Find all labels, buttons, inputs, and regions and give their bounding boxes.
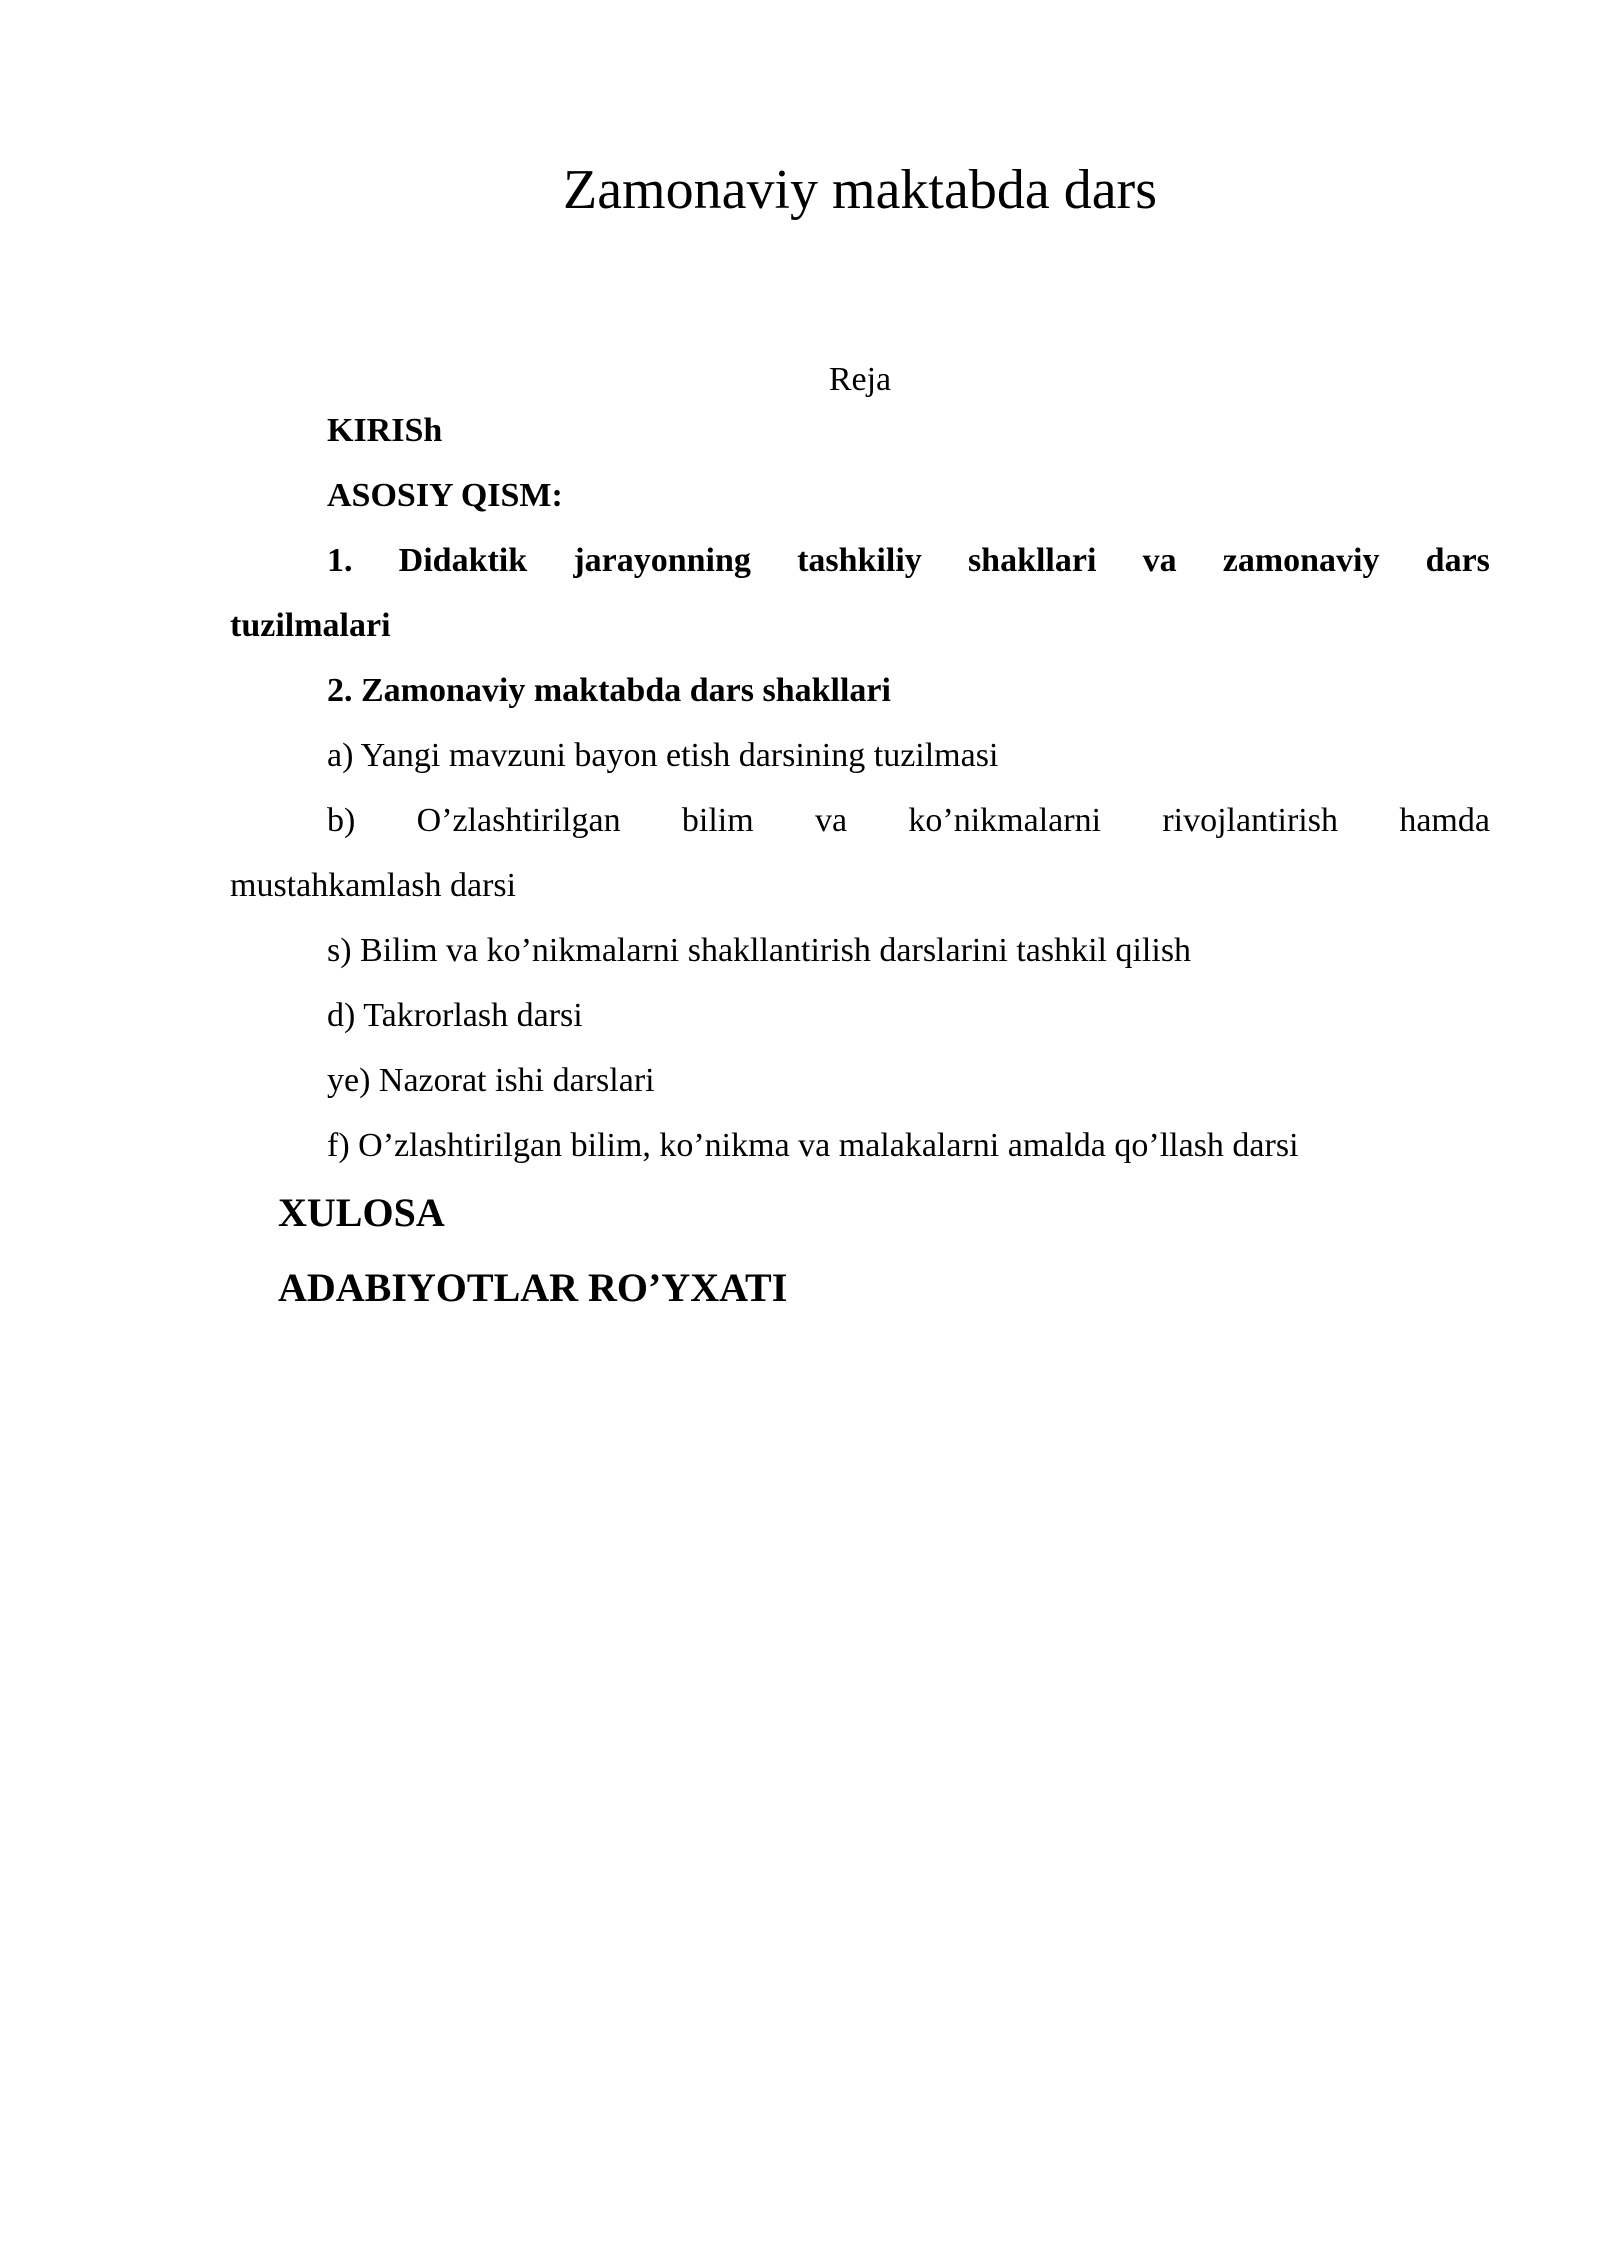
- section-1-word: jarayonning: [573, 542, 751, 579]
- document-title: Zamonaviy maktabda dars: [562, 159, 1157, 221]
- outline-item-f: f) O’zlashtirilgan bilim, ko’nikma va malakalarni amalda qo’llash darsi: [327, 1127, 1299, 1164]
- section-1-line-2: tuzilmalari: [230, 607, 391, 644]
- plan-heading: Reja: [828, 361, 892, 398]
- item-b-word: hamda: [1399, 802, 1490, 839]
- item-b-word: O’zlashtirilgan: [416, 802, 621, 839]
- outline-item-a: a) Yangi mavzuni bayon etish darsining tuzilmasi: [327, 737, 999, 774]
- outline-item-ye: ye) Nazorat ishi darslari: [327, 1062, 655, 1099]
- main-part-heading: ASOSIY QISM:: [327, 477, 563, 514]
- item-b-word: va: [815, 802, 848, 839]
- outline-item-b-line-2: mustahkamlash darsi: [230, 867, 517, 904]
- section-2-heading: 2. Zamonaviy maktabda dars shakllari: [327, 672, 891, 709]
- references-heading: ADABIYOTLAR RO’YXATI: [278, 1265, 788, 1310]
- item-b-word: ko’nikmalarni: [908, 802, 1102, 839]
- item-b-word: bilim: [681, 802, 754, 839]
- section-1-word: dars: [1425, 542, 1490, 579]
- section-1-word: Didaktik: [398, 542, 528, 579]
- section-1-line-1: [230, 528, 1490, 593]
- intro-heading: KIRISh: [327, 412, 443, 449]
- outline-item-s: s) Bilim va ko’nikmalarni shakllantirish darslarini tashkil qilish: [327, 932, 1192, 969]
- closing-sections: [278, 1175, 787, 1325]
- plan-outline: [230, 398, 1490, 1178]
- section-1-word: 1.: [327, 542, 353, 579]
- section-1-word: tashkiliy: [797, 542, 922, 579]
- section-1-word: shakllari: [967, 542, 1097, 579]
- conclusion-heading: XULOSA: [278, 1190, 445, 1235]
- outline-item-b-line-1: [230, 788, 1490, 853]
- outline-item-d: d) Takrorlash darsi: [327, 997, 583, 1034]
- section-1-word: zamonaviy: [1222, 542, 1380, 579]
- item-b-word: b): [327, 802, 356, 839]
- item-b-word: rivojlantirish: [1162, 802, 1338, 839]
- section-1-word: va: [1142, 542, 1177, 579]
